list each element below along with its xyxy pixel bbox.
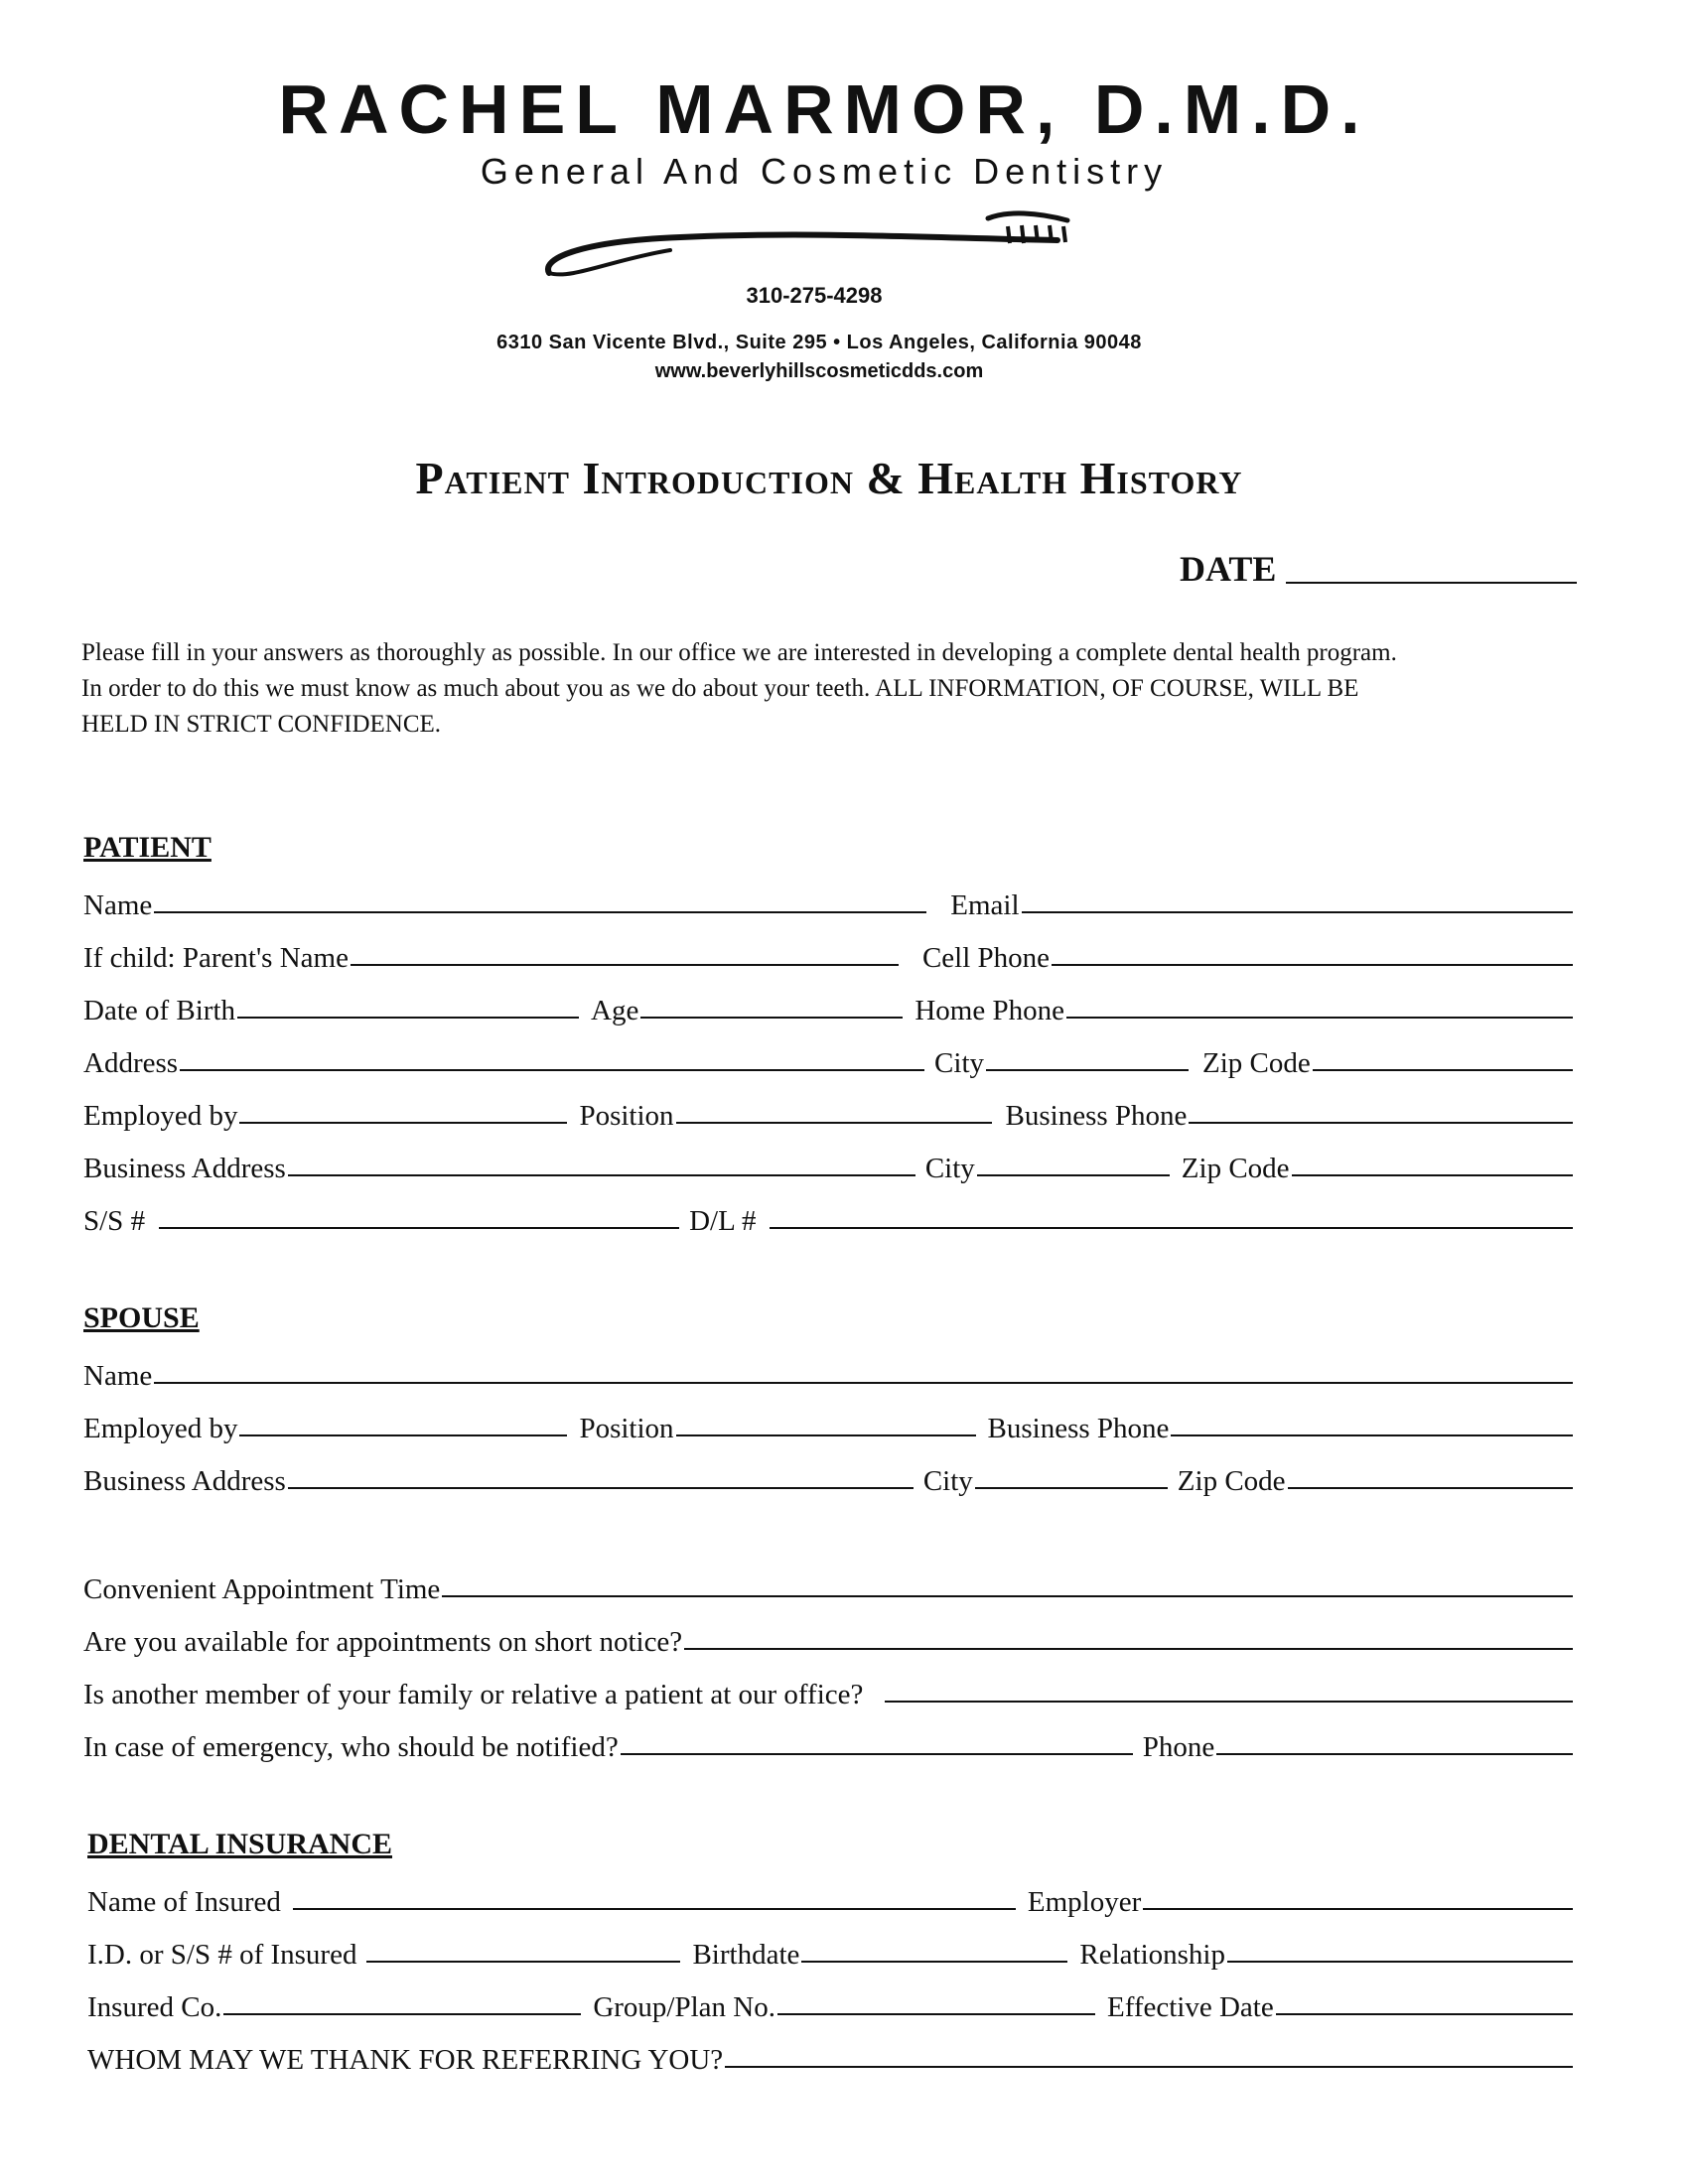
city-input[interactable] (986, 1045, 1189, 1071)
patient-row-ids (83, 1185, 1577, 1238)
short-notice-label: Are you available for appointments on short notice? (83, 1626, 683, 1658)
patient-row-dob (83, 975, 1577, 1027)
patient-email-label: Email (950, 889, 1020, 921)
business-phone-label: Business Phone (1005, 1100, 1188, 1132)
spouse-employed-by-label: Employed by (83, 1413, 238, 1444)
insured-co-label: Insured Co. (87, 1991, 222, 2023)
patient-row-parent (83, 922, 1577, 975)
employer-input[interactable] (1143, 1884, 1573, 1910)
referral-input[interactable] (725, 2042, 1573, 2068)
insured-id-label: I.D. or S/S # of Insured (87, 1939, 357, 1971)
patient-heading: PATIENT (83, 831, 211, 864)
age-input[interactable] (640, 993, 903, 1019)
patient-row-business-address (83, 1133, 1577, 1185)
family-member-row (83, 1659, 1577, 1711)
spouse-name-label: Name (83, 1360, 153, 1392)
practice-phone: 310-275-4298 (746, 283, 883, 308)
practice-website: www.beverlyhillscosmeticdds.com (654, 360, 984, 382)
patient-row-address (83, 1027, 1577, 1080)
emergency-label: In case of emergency, who should be notified? (83, 1731, 619, 1763)
emergency-contact-input[interactable] (621, 1729, 1133, 1755)
referral-row (87, 2024, 1577, 2077)
spouse-row-employment (83, 1393, 1577, 1445)
business-zip-label: Zip Code (1181, 1153, 1290, 1184)
date-label: DATE (1180, 549, 1277, 589)
home-phone-input[interactable] (1066, 993, 1573, 1019)
cell-phone-input[interactable] (1052, 940, 1573, 966)
appointment-section (83, 1554, 1577, 1764)
dob-input[interactable] (237, 993, 579, 1019)
age-label: Age (591, 995, 639, 1026)
business-address-label: Business Address (83, 1153, 286, 1184)
appointment-time-input[interactable] (442, 1571, 1573, 1597)
spouse-business-phone-label: Business Phone (987, 1413, 1170, 1444)
birthdate-label: Birthdate (692, 1939, 800, 1971)
emergency-row (83, 1711, 1577, 1764)
business-address-input[interactable] (288, 1151, 915, 1176)
intro-line: In order to do this we must know as much about you as we do about your teeth. ALL INFORMATION, OF COURSE, WILL BE (81, 675, 1359, 702)
practice-address: 6310 San Vicente Blvd., Suite 295 • Los Angeles, California 90048 (496, 332, 1142, 353)
date-input-line[interactable] (1286, 552, 1577, 584)
patient-name-label: Name (83, 889, 153, 921)
parent-name-label: If child: Parent's Name (83, 942, 349, 974)
spouse-section (83, 1297, 1577, 1498)
insured-name-label: Name of Insured (87, 1886, 281, 1918)
home-phone-label: Home Phone (914, 995, 1064, 1026)
business-city-label: City (924, 1153, 975, 1184)
group-plan-input[interactable] (777, 1989, 1095, 2015)
address-input[interactable] (180, 1045, 924, 1071)
spouse-zip-label: Zip Code (1177, 1465, 1286, 1497)
patient-email-input[interactable] (1022, 887, 1573, 913)
patient-row-name (83, 870, 1577, 922)
insurance-heading: DENTAL INSURANCE (87, 1828, 393, 1860)
cell-phone-label: Cell Phone (921, 942, 1051, 974)
appointment-time-row (83, 1554, 1577, 1606)
patient-section (83, 826, 1577, 1238)
family-member-label: Is another member of your family or relative a patient at our office? (83, 1679, 864, 1710)
patient-name-input[interactable] (154, 887, 926, 913)
spouse-business-address-label: Business Address (83, 1465, 286, 1497)
emergency-phone-label: Phone (1142, 1731, 1215, 1763)
relationship-label: Relationship (1079, 1939, 1225, 1971)
position-input[interactable] (676, 1098, 992, 1124)
intro-line: Please fill in your answers as thoroughly as possible. In our office we are interested in developing a complete dental health program. (81, 639, 1397, 666)
spouse-business-phone-input[interactable] (1171, 1411, 1573, 1436)
practice-name: RACHEL MARMOR, D.M.D. (278, 70, 1370, 148)
insured-name-input[interactable] (293, 1884, 1016, 1910)
spouse-name-input[interactable] (154, 1358, 1573, 1384)
spouse-heading: SPOUSE (83, 1301, 200, 1334)
dl-input[interactable] (770, 1203, 1573, 1229)
insurance-row-company (87, 1972, 1577, 2024)
spouse-zip-input[interactable] (1288, 1463, 1573, 1489)
referral-label: WHOM MAY WE THANK FOR REFERRING YOU? (87, 2044, 724, 2076)
group-plan-label: Group/Plan No. (593, 1991, 775, 2023)
spouse-city-label: City (922, 1465, 973, 1497)
insurance-row-id (87, 1919, 1577, 1972)
toothbrush-logo-icon (541, 199, 1087, 288)
insurance-row-name (87, 1866, 1577, 1919)
ss-input[interactable] (159, 1203, 679, 1229)
relationship-input[interactable] (1227, 1937, 1573, 1963)
address-label: Address (83, 1047, 179, 1079)
birthdate-input[interactable] (801, 1937, 1067, 1963)
employed-by-label: Employed by (83, 1100, 238, 1132)
spouse-row-name (83, 1340, 1577, 1393)
spouse-position-label: Position (579, 1413, 674, 1444)
patient-row-employment (83, 1080, 1577, 1133)
effective-date-input[interactable] (1276, 1989, 1573, 2015)
spouse-row-business-address (83, 1445, 1577, 1498)
employed-by-input[interactable] (239, 1098, 567, 1124)
practice-subtitle: General And Cosmetic Dentistry (480, 151, 1169, 192)
form-title: Patient Introduction & Health History (415, 453, 1243, 503)
effective-date-label: Effective Date (1107, 1991, 1274, 2023)
zip-label: Zip Code (1202, 1047, 1311, 1079)
dl-label: D/L # (689, 1205, 757, 1237)
date-field (1180, 548, 1577, 590)
business-phone-input[interactable] (1189, 1098, 1573, 1124)
spouse-employed-by-input[interactable] (239, 1411, 567, 1436)
insured-id-input[interactable] (366, 1937, 680, 1963)
ss-label: S/S # (83, 1205, 146, 1237)
zip-input[interactable] (1313, 1045, 1573, 1071)
position-label: Position (579, 1100, 674, 1132)
intro-line: HELD IN STRICT CONFIDENCE. (81, 711, 442, 738)
insurance-section (87, 1823, 1577, 2077)
short-notice-input[interactable] (684, 1624, 1573, 1650)
appointment-time-label: Convenient Appointment Time (83, 1573, 441, 1605)
business-city-input[interactable] (977, 1151, 1170, 1176)
family-member-input[interactable] (885, 1677, 1573, 1703)
spouse-city-input[interactable] (975, 1463, 1168, 1489)
city-label: City (934, 1047, 985, 1079)
insured-co-input[interactable] (223, 1989, 581, 2015)
emergency-phone-input[interactable] (1216, 1729, 1573, 1755)
intro-paragraph (81, 635, 1591, 743)
business-zip-input[interactable] (1292, 1151, 1573, 1176)
parent-name-input[interactable] (351, 940, 899, 966)
employer-label: Employer (1027, 1886, 1142, 1918)
short-notice-row (83, 1606, 1577, 1659)
dob-label: Date of Birth (83, 995, 236, 1026)
spouse-business-address-input[interactable] (288, 1463, 914, 1489)
spouse-position-input[interactable] (676, 1411, 976, 1436)
